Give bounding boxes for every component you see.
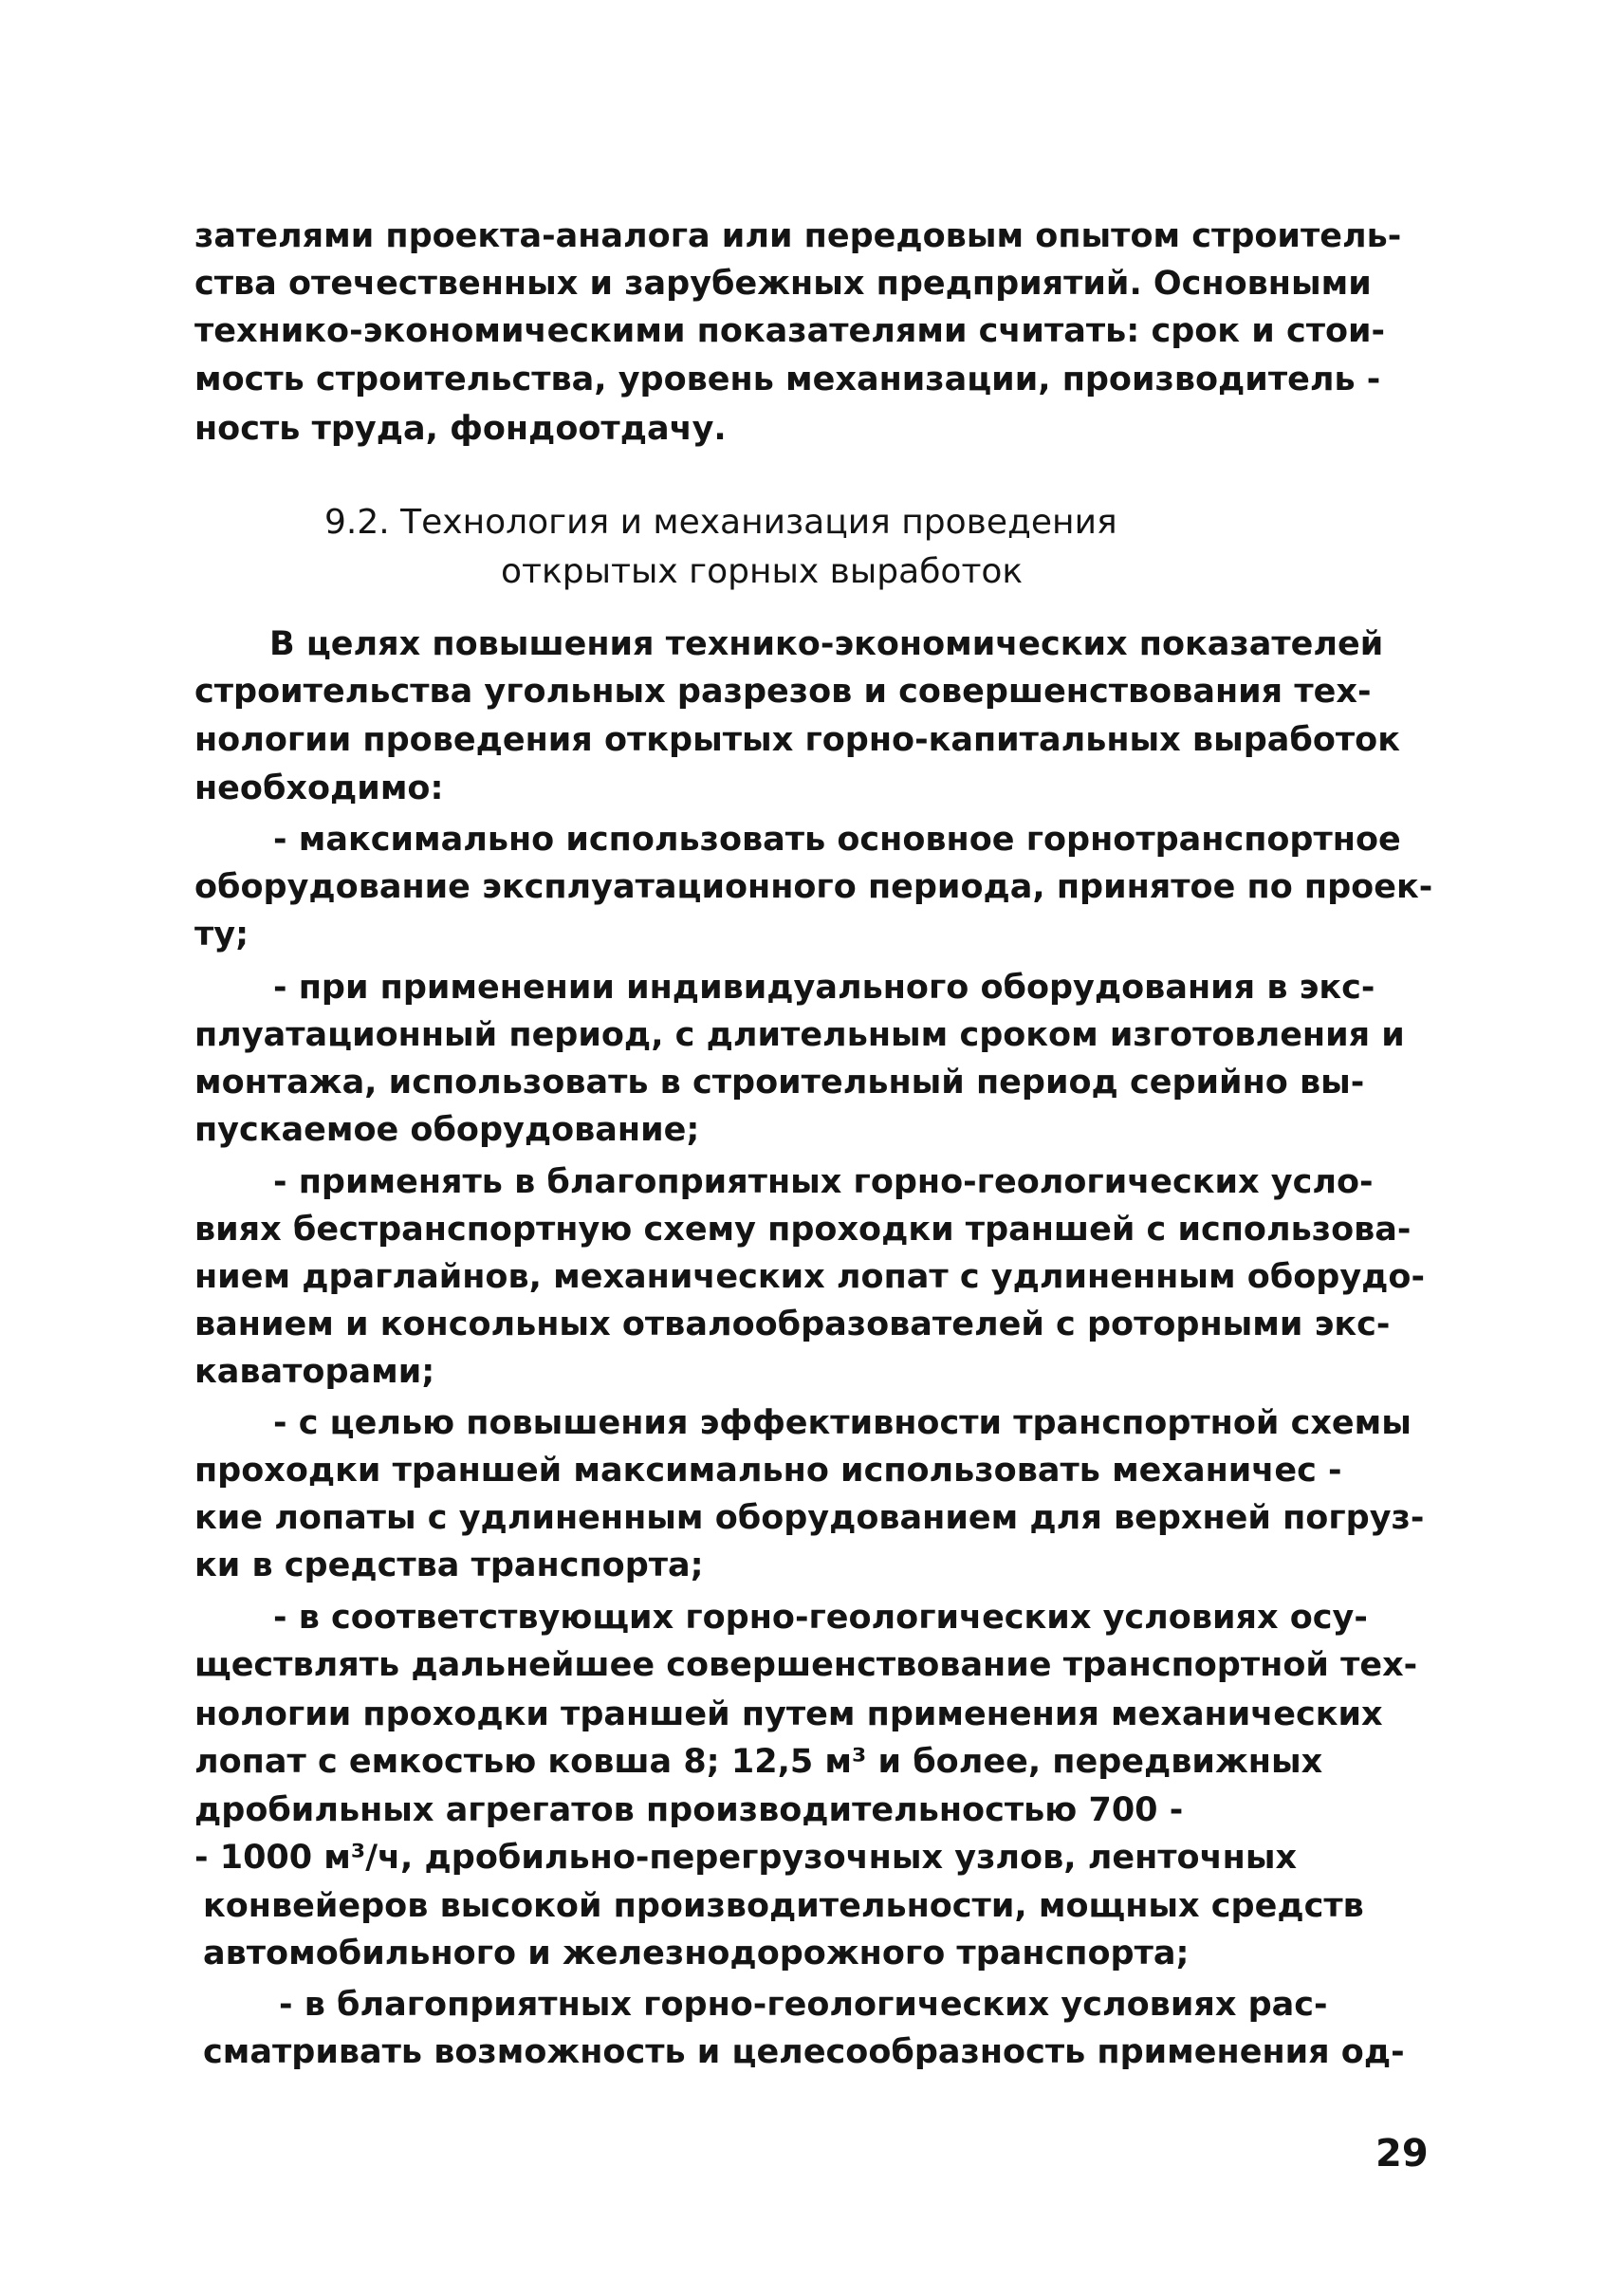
text-line: сматривать возможность и целесообразность применения од- xyxy=(203,2033,1405,2071)
text-line: оборудование эксплуатационного периода, принятое по проек- xyxy=(194,868,1433,906)
text-line: ществлять дальнейшее совершенствование транспортной тех- xyxy=(194,1646,1418,1684)
heading-line: 9.2. Технология и механизация проведения xyxy=(324,503,1117,542)
text-line: нием драглайнов, механических лопат с удлиненным оборудо- xyxy=(194,1258,1425,1296)
text-line: виях бестранспортную схему проходки траншей с использова- xyxy=(194,1211,1412,1249)
text-line: - с целью повышения эффективности транспортной схемы xyxy=(273,1404,1412,1442)
text-line: - в соответствующих горно-геологических условиях осу- xyxy=(273,1599,1368,1637)
text-line: плуатационный период, с длительным сроком изготовления и xyxy=(194,1016,1405,1054)
text-line: ность труда, фондоотдачу. xyxy=(194,410,727,448)
text-line: строительства угольных разрезов и совершенствования тех- xyxy=(194,673,1372,711)
text-line: ту; xyxy=(194,916,249,954)
text-line: дробильных агрегатов производительностью 700 - xyxy=(194,1791,1184,1829)
text-line: каваторами; xyxy=(194,1353,435,1391)
text-line: кие лопаты с удлиненным оборудованием для верхней погруз- xyxy=(194,1499,1425,1537)
text-line: автомобильного и железнодорожного транспорта; xyxy=(203,1935,1190,1972)
text-line: - при применении индивидуального оборудования в экс- xyxy=(273,969,1375,1007)
heading-line: открытых горных выработок xyxy=(501,552,1024,591)
text-line: мость строительства, уровень механизации, производитель - xyxy=(194,361,1381,398)
text-line: лопат с емкостью ковша 8; 12,5 м³ и более, передвижных xyxy=(194,1743,1323,1781)
text-line: конвейеров высокой производительности, мощных средств xyxy=(203,1887,1364,1925)
text-line: ки в средства транспорта; xyxy=(194,1546,704,1584)
text-line: - в благоприятных горно-геологических условиях рас- xyxy=(279,1986,1328,2024)
text-line: необходимо: xyxy=(194,769,444,807)
text-line: пускаемое оборудование; xyxy=(194,1111,700,1149)
text-line: - максимально использовать основное горнотранспортное xyxy=(273,821,1401,859)
text-line: ванием и консольных отвалообразователей с роторными экс- xyxy=(194,1305,1391,1343)
page-number: 29 xyxy=(1375,2132,1429,2176)
text-line: проходки траншей максимально использовать механичес - xyxy=(194,1452,1342,1490)
text-line: нологии проведения открытых горно-капитальных выработок xyxy=(194,721,1400,759)
text-line: ства отечественных и зарубежных предприятий. Основными xyxy=(194,265,1372,303)
text-line: В целях повышения технико-экономических показателей xyxy=(269,625,1384,663)
text-line: технико-экономическими показателями считать: срок и стои- xyxy=(194,312,1386,350)
text-line: монтажа, использовать в строительный период серийно вы- xyxy=(194,1064,1365,1102)
text-line: зателями проекта-аналога или передовым опытом строитель- xyxy=(194,217,1402,255)
text-line: - применять в благоприятных горно-геологических усло- xyxy=(273,1163,1374,1201)
text-line: нологии проходки траншей путем применения механических xyxy=(194,1695,1383,1733)
text-line: - 1000 м³/ч, дробильно-перегрузочных узлов, ленточных xyxy=(194,1839,1298,1877)
